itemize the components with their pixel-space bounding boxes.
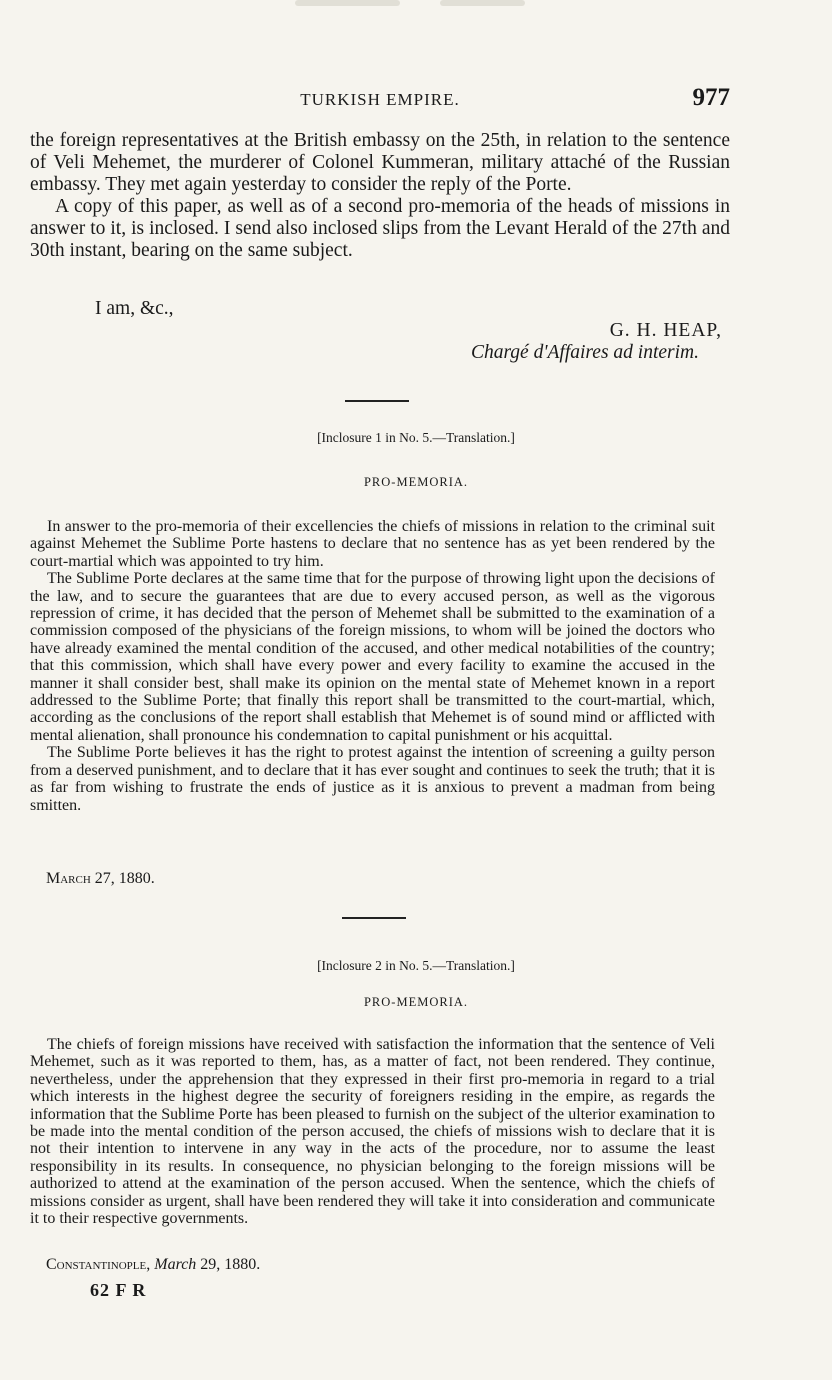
inclosure-1-date	[46, 870, 155, 888]
inclosure-2-body	[30, 1036, 715, 1227]
faded-mark	[440, 0, 525, 6]
inclosure-2-title: PRO-MEMORIA.	[363, 995, 469, 1009]
section-divider	[345, 400, 409, 402]
inclosure-paragraph: The Sublime Porte believes it has the right to protest against the intention of screening a guilty person from a deserved punishment, and to declare that it has ever sought and continues to seek the truth; that it is as far from wishing to frustrate the ends of justice as it is anxious to prevent a madman from being smitten.	[30, 744, 715, 814]
inclosure-2-date	[46, 1256, 260, 1274]
faded-mark	[295, 0, 400, 6]
inclosure-paragraph: In answer to the pro-memoria of their excellencies the chiefs of missions in relation to the criminal suit against Mehemet the Sublime Porte hastens to declare that no sentence has as yet been rendered by the court-martial which was appointed to try him.	[30, 518, 715, 570]
signature-title: Chargé d'Affaires ad interim.	[470, 342, 699, 363]
signature-mark: 62 F R	[90, 1280, 147, 1300]
letter-body	[30, 130, 730, 262]
date-rest: 27, 1880.	[94, 870, 155, 887]
date-rest: 29, 1880.	[200, 1256, 261, 1273]
inclosure-1-heading: [Inclosure 1 in No. 5.—Translation.]	[317, 430, 515, 445]
inclosure-paragraph: The chiefs of foreign missions have received with satisfaction the information that the sentence of Veli Mehemet, such as it was reported to them, has, as a matter of fact, not been rendered. They continue, nevertheless, under the apprehension that they expressed in their first pro-memoria in regard to a trial which interests in the highest degree the security of foreigners residing in the empire, as regards the information that the Sublime Porte has been pleased to furnish on the subject of the ulterior examination to be made into the mental condition of the person accused, the chiefs of missions wish to declare that it is not their intention to intervene in any way in the acts of the procedure, nor to assume the least responsibility in its results. In consequence, no physician belonging to the foreign missions will be authorized to attend at the examination of the person accused. When the sentence, which the chiefs of missions consider as urgent, shall have been rendered they will take it into consideration and communicate it to their respective governments.	[30, 1036, 715, 1228]
page-number: 977	[692, 84, 730, 111]
date-month: March	[154, 1256, 197, 1273]
inclosure-2-heading: [Inclosure 2 in No. 5.—Translation.]	[317, 958, 515, 973]
signature-name: G. H. HEAP,	[609, 320, 722, 341]
letter-closing: I am, &c.,	[95, 298, 174, 319]
letter-paragraph: A copy of this paper, as well as of a second pro-memoria of the heads of missions in answer to it, is inclosed. I send also inclosed slips from the Levant Herald of the 27th and 30th instant, bearing on the same subject.	[30, 196, 730, 261]
running-title: TURKISH EMPIRE.	[300, 90, 460, 109]
letter-paragraph: the foreign representatives at the British embassy on the 25th, in relation to the sentence of Veli Mehemet, the murderer of Colonel Kummeran, military attaché of the Russian embassy. They met again yesterday to consider the reply of the Porte.	[30, 130, 730, 195]
inclosure-1-title: PRO-MEMORIA.	[363, 475, 469, 489]
inclosure-1-body	[30, 518, 715, 814]
date-month: March	[46, 870, 91, 887]
date-place: Constantinople,	[46, 1256, 151, 1273]
inclosure-paragraph: The Sublime Porte declares at the same time that for the purpose of throwing light upon the decisions of the law, and to secure the guarantees that are due to every accused person, as well as the vigorous repression of crime, it has decided that the person of Mehemet shall be submitted to the examination of a commission composed of the physicians of the foreign missions, to whom will be joined the doctors who have already examined the mental condition of the accused, and other medical notabilities of the country; that this commission, which shall have every power and every facility to examine the accused in the manner it shall consider best, shall make its opinion on the mental state of Mehemet known in a report addressed to the Sublime Porte; that finally this report shall be transmitted to the court-martial, which, according as the conclusions of the report shall establish that Mehemet is of sound mind or afflicted with mental alienation, shall pronounce his condemnation to capital punishment or his acquittal.	[30, 570, 715, 744]
section-divider	[342, 917, 406, 919]
page-header	[30, 84, 730, 114]
